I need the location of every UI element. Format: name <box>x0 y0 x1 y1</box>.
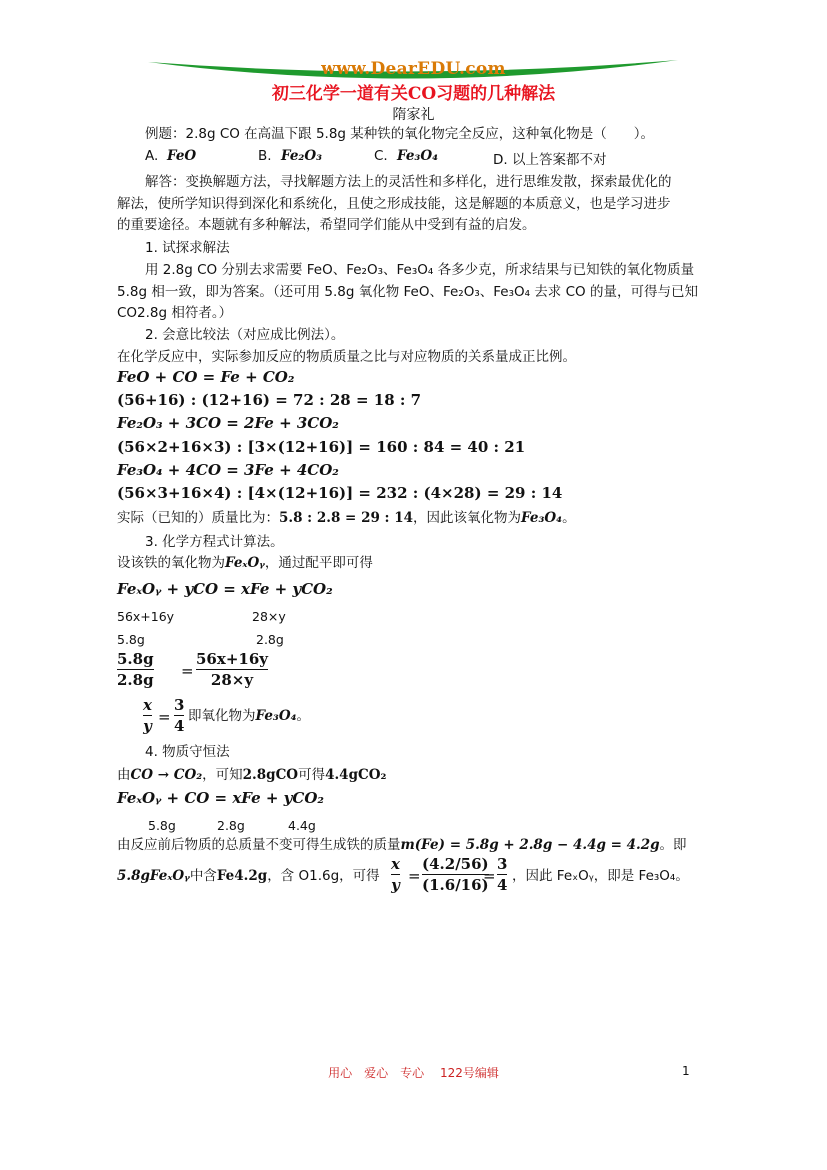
method3-intro: 设该铁的氧化物为FeₓOᵧ，通过配平即可得 <box>117 555 373 571</box>
method3-heading: 3. 化学方程式计算法。 <box>145 534 284 550</box>
mass-oxide: 5.8g <box>117 632 145 647</box>
fraction-molar: 56x+16y 28×y <box>196 650 268 689</box>
analysis-line: 解答：变换解题方法，寻找解题方法上的灵活性和多样化，进行思维发散，探索最优化的 <box>145 174 672 190</box>
mass-value: 4.4g <box>288 818 316 833</box>
option-b-formula: Fe₂O₃ <box>281 148 323 164</box>
author: 隋家礼 <box>392 107 435 123</box>
site-url: www.DearEDU.com <box>321 59 506 79</box>
ratio-fe2o3: (56×2+16×3) : [3×(12+16)] = 160 : 84 = 40 : 21 <box>117 438 526 456</box>
method4-line3: 由反应前后物质的总质量不变可得生成铁的质量m(Fe) = 5.8g + 2.8g − 4.4g = 4.2g。即 <box>117 837 687 853</box>
method4-heading: 4. 物质守恒法 <box>145 744 230 760</box>
equation-conservation: FeₓOᵧ + CO = xFe + yCO₂ <box>117 789 324 807</box>
equation-general: FeₓOᵧ + yCO = xFe + yCO₂ <box>117 580 333 598</box>
fraction-moles: (4.2/56) (1.6/16) <box>422 855 489 894</box>
option-a-formula: FeO <box>167 148 197 164</box>
method4-line1: 由CO → CO₂，可知2.8gCO可得4.4gCO₂ <box>117 767 387 783</box>
fraction-x-over-y: x y <box>143 696 152 735</box>
method2-intro: 在化学反应中，实际参加反应的物质质量之比与对应物质的关系量成正比例。 <box>117 349 576 365</box>
equals-sign: = <box>158 708 171 726</box>
mass-value: 2.8g <box>217 818 245 833</box>
footer-text: 用心 爱心 专心 122号编辑 <box>328 1066 499 1080</box>
molar-mass-co: 28×y <box>252 609 286 624</box>
fraction-masses: 5.8g 2.8g <box>117 650 154 689</box>
equals-sign: = <box>408 867 421 885</box>
option-c-label: C. <box>374 148 388 164</box>
option-b-label: B. <box>258 148 272 164</box>
option-a-label: A. <box>145 148 159 164</box>
fraction-x-over-y: x y <box>391 855 400 894</box>
method2-heading: 2. 会意比较法（对应成比例法）。 <box>145 327 345 343</box>
method2-conclusion: 实际（已知的）质量比为：5.8 : 2.8 = 29 : 14，因此该氧化物为Fe₃O₄。 <box>117 510 576 526</box>
method1-line: 用 2.8g CO 分别去求需要 FeO、Fe₂O₃、Fe₃O₄ 各多少克，所求结果与已知铁的氧化物质量 <box>145 262 695 278</box>
method3-result: 即氧化物为Fe₃O₄。 <box>188 708 311 724</box>
mass-co: 2.8g <box>256 632 284 647</box>
page-number: 1 <box>682 1064 690 1078</box>
method1-heading: 1. 试探求解法 <box>145 240 230 256</box>
equals-sign: = <box>483 867 496 885</box>
question-stem: 例题：2.8g CO 在高温下跟 5.8g 某种铁的氧化物完全反应，这种氧化物是（ ）。 <box>145 126 655 142</box>
method1-line: 5.8g 相一致，即为答案。（还可用 5.8g 氧化物 FeO、Fe₂O₃、Fe₃O₄ 去求 CO 的量，可得与已知 <box>117 284 698 300</box>
molar-mass-oxide: 56x+16y <box>117 609 175 624</box>
analysis-line: 的重要途径。本题就有多种解法，希望同学们能从中受到有益的启发。 <box>117 217 536 233</box>
method4-line4: 5.8gFeₓOᵧ中含Fe4.2g，含 O1.6g，可得 <box>117 868 380 884</box>
equation-fe3o4: Fe₃O₄ + 4CO = 3Fe + 4CO₂ <box>117 461 339 479</box>
page-title: 初三化学一道有关CO习题的几种解法 <box>271 84 556 104</box>
fraction-three-fourths: 3 4 <box>497 855 508 894</box>
equals-sign: = <box>181 662 194 680</box>
ratio-fe3o4: (56×3+16×4) : [4×(12+16)] = 232 : (4×28) = 29 : 14 <box>117 484 563 502</box>
analysis-line: 解法，使所学知识得到深化和系统化，且使之形成技能，这是解题的本质意义，也是学习进步 <box>117 196 671 212</box>
mass-value: 5.8g <box>148 818 176 833</box>
option-c-formula: Fe₃O₄ <box>397 148 439 164</box>
ratio-feo: (56+16) : (12+16) = 72 : 28 = 18 : 7 <box>117 391 422 409</box>
option-d: D. 以上答案都不对 <box>493 152 607 168</box>
equation-feo: FeO + CO = Fe + CO₂ <box>117 368 295 386</box>
fraction-three-fourths: 3 4 <box>174 696 185 735</box>
equation-fe2o3: Fe₂O₃ + 3CO = 2Fe + 3CO₂ <box>117 414 339 432</box>
method4-answer: ，因此 FeₓOᵧ，即是 Fe₃O₄。 <box>512 868 689 884</box>
method1-line: CO2.8g 相符者。） <box>117 305 233 321</box>
